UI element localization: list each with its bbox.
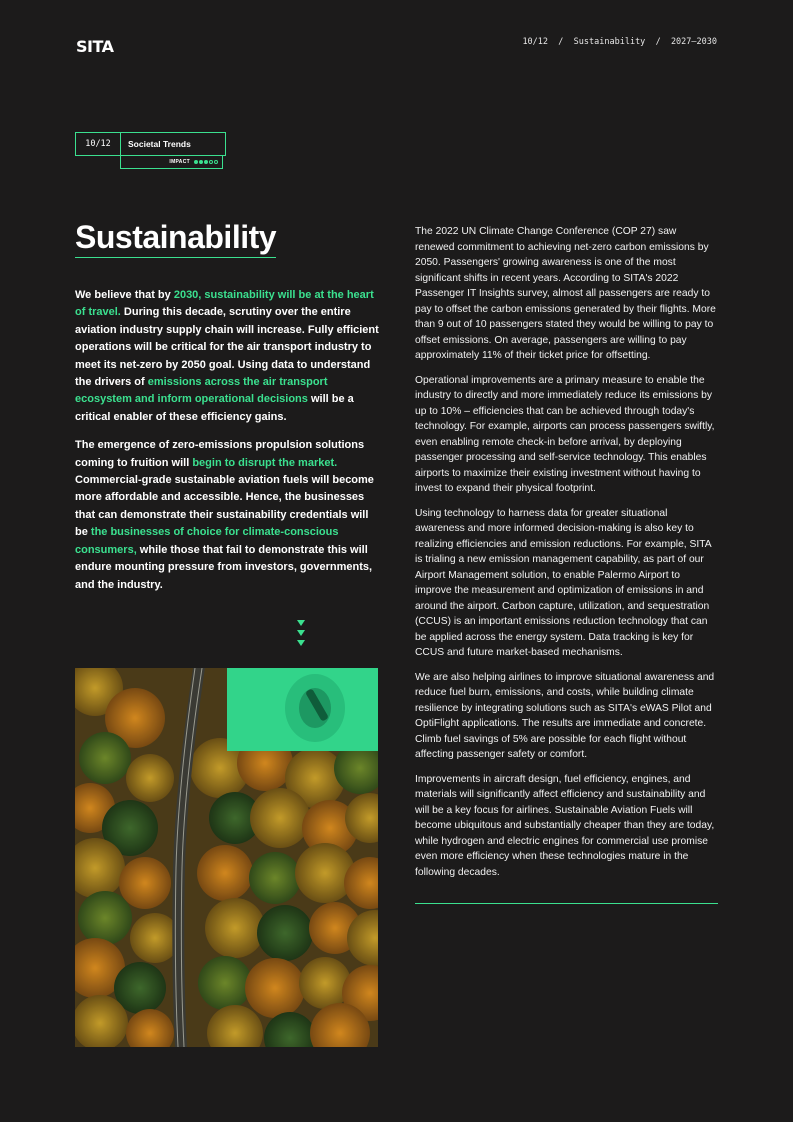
intro-column	[75, 287, 380, 605]
impact-dot	[209, 160, 213, 164]
body-column	[415, 224, 718, 889]
body-paragraph-4: We are also helping airlines to improve situational awareness and reduce fuel burn, emissions, and costs, while building climate resilience by integrating solutions such as SITA's eWAS Pilot and OptiFlight applications. The results are immediate and concrete. Climb fuel savings of 5% are possible for each flight without affecting passenger safety or comfort.	[415, 671, 715, 760]
breadcrumb	[522, 37, 717, 47]
breadcrumb-period: 2027–2030	[670, 37, 717, 47]
impact-dot	[214, 160, 218, 164]
section-tag	[75, 132, 226, 156]
paragraph-text: will be a critical enabler of these efficiency gains.	[75, 393, 354, 423]
breadcrumb-page: 10/12	[522, 37, 549, 47]
impact-rating	[120, 155, 223, 169]
body-paragraph-5: Improvements in aircraft design, fuel efficiency, engines, and materials will significantly affect efficiency and sustainability and will be a key focus for airlines. Sustainable Aviation Fuels will become ubiquitous and substantially cheaper than they are today, while hydrogen and electric engines for commercial use promise even more efficiency when these technologies mature in the following decades.	[415, 773, 715, 878]
impact-dot	[199, 160, 203, 164]
triangle-down-icon	[297, 620, 305, 626]
highlight-text: 2030, sustainability will be at the heart of travel.	[75, 289, 374, 319]
impact-dot	[194, 160, 198, 164]
tag-number: 10/12	[75, 132, 121, 156]
page-title: Sustainability	[75, 218, 276, 258]
highlight-text: begin to disrupt the market.	[192, 456, 338, 469]
paragraph-text: Commercial-grade sustainable aviation fuels will become more affordable and accessible. Hence, the businesses that can demonstrate their sustainability credentials will be	[75, 474, 374, 539]
tag-label: Societal Trends	[121, 132, 226, 156]
forest-railway-image	[75, 668, 378, 1047]
paragraph-text: while those that fail to demonstrate this will endure mounting pressure from investors, governments, and the industry.	[75, 543, 373, 591]
body-paragraph-1: The 2022 UN Climate Change Conference (COP 27) saw renewed commitment to achieving net-zero carbon emissions by 2050. Passengers' growing awareness is one of the most significant shifts in recent years. According to SITA's 2022 Passenger IT Insights survey, almost all passengers are ready to pay to offset the carbon emissions generated by their flights. More than 9 out of 10 passengers stated they would be willing to pay to offset emissions. On average, passengers are willing to pay approximately 11% of their ticket price for offsetting.	[415, 226, 716, 361]
intro-paragraph-1	[75, 287, 380, 426]
paragraph-text: The emergence of zero-emissions propulsion solutions coming to fruition will	[75, 439, 365, 469]
paragraph-text: We believe that by	[75, 289, 174, 301]
body-paragraph-2: Operational improvements are a primary measure to enable the industry to directly and more immediately reduce its emissions by up to 10% – efficiencies that can be achieved through today's technology. For example, airports can process passengers swiftly, even enabling remote check-in before arrival, by deploying passenger processing and self-service technology. This enables airports to maximize their existing investment without having to invest to expand their physical footprint.	[415, 374, 715, 494]
impact-dot	[204, 160, 208, 164]
forest-railway-illustration	[75, 668, 378, 1047]
breadcrumb-section[interactable]: Sustainability	[573, 37, 646, 47]
breadcrumb-separator: /	[558, 37, 564, 47]
highlight-text: the businesses of choice for climate-conscious consumers,	[75, 526, 339, 556]
section-divider	[415, 903, 718, 904]
body-paragraph-3: Using technology to harness data for greater situational awareness and more informed decision-making is also key to realizing efficiencies and emission reductions. For example, SITA is trialing a new emission management capability, as part of our Airport Management solution, to enable Palermo Airport to improve the measurement and optimization of emissions in and around the airport. Carbon capture, utilization, and sequestration (CCUS) is an important emissions reduction technology that can be applied across the energy system. Data tracking is key for CCUS and future market-based mechanisms.	[415, 507, 712, 658]
intro-paragraph-2	[75, 437, 380, 594]
paragraph-text: During this decade, scrutiny over the entire aviation industry supply chain will increase. Fully efficient operations will be critical for the air transport industry to meet its net-zero by 2050 goal. Using data to understand the drivers of	[75, 306, 379, 389]
impact-label: IMPACT	[169, 158, 190, 165]
highlight-text: emissions across the air transport ecosystem and inform operational decisions	[75, 376, 328, 406]
sita-logo[interactable]: SITA	[76, 37, 114, 56]
triangle-down-icon	[297, 630, 305, 636]
chevron-down-icon	[297, 620, 307, 650]
triangle-down-icon	[297, 640, 305, 646]
breadcrumb-separator: /	[655, 37, 661, 47]
